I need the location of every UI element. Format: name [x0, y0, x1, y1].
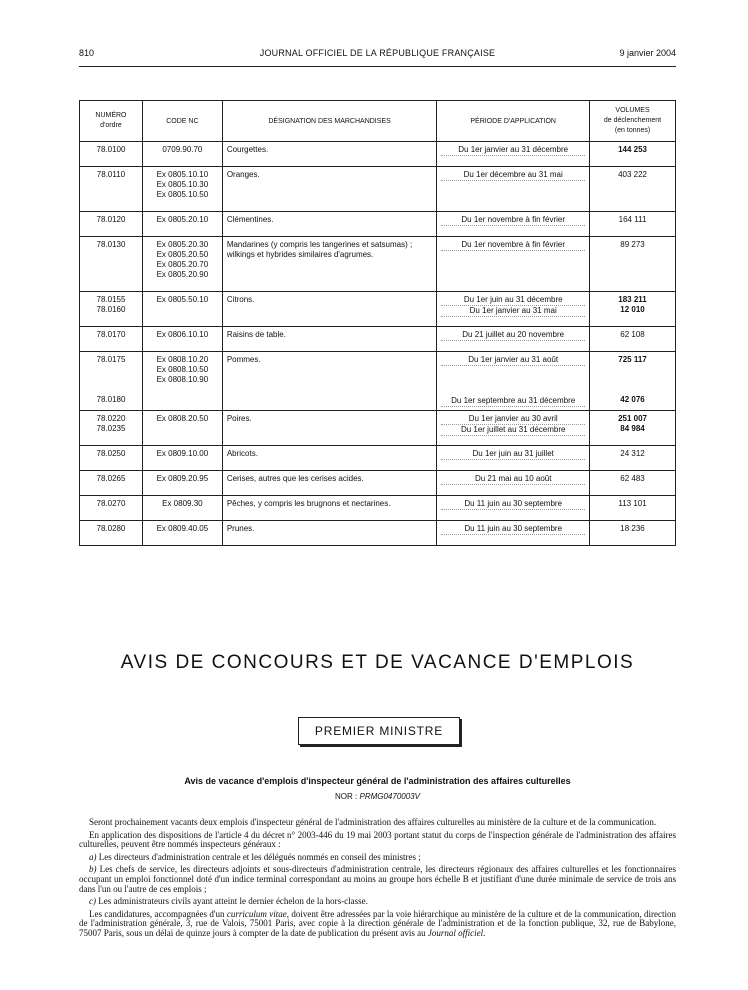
designation: Pêches, y compris les brugnons et nectarines. [226, 499, 391, 508]
numero: 78.0270 [96, 499, 126, 508]
code-nc: Ex 0806.10.10 [156, 330, 209, 339]
cell-periode [437, 327, 590, 352]
col-header-numero: NUMÉRO d'ordre [80, 101, 143, 142]
notice-title: Avis de vacance d'emplois d'inspecteur général de l'administration des affaires culturelles [184, 776, 571, 786]
cell-numero [80, 471, 143, 496]
cell-periode [437, 496, 590, 521]
cell-numero [80, 167, 143, 212]
section-title: AVIS DE CONCOURS ET DE VACANCE D'EMPLOIS [120, 652, 635, 673]
cell-designation [222, 237, 437, 292]
code-nc: Ex 0809.20.95 [156, 474, 209, 483]
code-nc: Ex 0805.20.70 [156, 260, 209, 269]
volume: 12 010 [620, 305, 645, 314]
code-nc: Ex 0809.30 [162, 499, 203, 508]
code-nc: Ex 0808.10.90 [156, 375, 209, 384]
volume: 24 312 [620, 449, 645, 458]
numero: 78.0180 [96, 395, 126, 404]
table-row [80, 167, 676, 212]
cell-code-nc [142, 212, 222, 237]
cell-code-nc [142, 237, 222, 292]
periode: Du 1er janvier au 31 août [441, 355, 585, 366]
cell-code-nc [142, 471, 222, 496]
numero: 78.0155 [96, 295, 126, 304]
cell-periode [437, 142, 590, 167]
volume: 164 111 [618, 215, 647, 224]
cell-designation [222, 352, 437, 411]
trigger-volumes-table [79, 100, 676, 546]
col-header-code: CODE NC [142, 101, 222, 142]
cell-designation [222, 446, 437, 471]
cell-volume [590, 446, 676, 471]
code-nc: Ex 0805.50.10 [156, 295, 209, 304]
cell-periode [437, 167, 590, 212]
volume: 725 117 [618, 355, 647, 364]
designation: Mandarines (y compris les tangerines et satsumas) ; wilkings et hybrides similaires d'agrumes. [226, 240, 413, 259]
periode: Du 1er janvier au 31 décembre [441, 145, 585, 156]
code-nc: Ex 0809.40.05 [156, 524, 209, 533]
cell-designation [222, 496, 437, 521]
periode: Du 1er janvier au 30 avril [441, 414, 585, 425]
paragraph-application: En application des dispositions de l'article 4 du décret n° 2003-446 du 19 mai 2003 portant statut du corps de l'inspection générale de l'administration des affaires culturelles, peuvent être nommés inspecteurs généraux : [79, 829, 676, 850]
volume: 84 984 [620, 424, 645, 433]
cell-numero [80, 446, 143, 471]
numero: 78.0265 [96, 474, 126, 483]
code-nc: Ex 0805.20.90 [156, 270, 209, 279]
cell-volume [590, 496, 676, 521]
cell-periode [437, 521, 590, 546]
cell-volume [590, 142, 676, 167]
nor-label: NOR : [335, 792, 358, 801]
volume: 42 076 [620, 395, 645, 404]
code-nc: Ex 0805.10.30 [156, 180, 209, 189]
periode: Du 1er novembre à fin février [441, 215, 585, 226]
cell-volume [590, 327, 676, 352]
code-nc: Ex 0805.20.10 [156, 215, 209, 224]
cell-periode [437, 237, 590, 292]
numero: 78.0120 [96, 215, 126, 224]
code-nc: Ex 0808.10.20 [156, 355, 209, 364]
code-nc: Ex 0805.10.10 [156, 170, 209, 179]
numero: 78.0250 [96, 449, 126, 458]
designation: Courgettes. [226, 145, 269, 154]
designation: Oranges. [226, 170, 260, 179]
cell-volume [590, 292, 676, 327]
table-row [80, 142, 676, 167]
code-nc: Ex 0805.20.30 [156, 240, 209, 249]
table-row [80, 237, 676, 292]
table-row [80, 327, 676, 352]
numero: 78.0130 [96, 240, 126, 249]
table-row [80, 352, 676, 411]
designation: Cerises, autres que les cerises acides. [226, 474, 364, 483]
col-header-designation: DÉSIGNATION DES MARCHANDISES [222, 101, 437, 142]
periode: Du 11 juin au 30 septembre [441, 499, 585, 510]
cell-numero [80, 212, 143, 237]
cell-volume [590, 212, 676, 237]
cell-numero [80, 237, 143, 292]
col-header-periode: PÉRIODE D'APPLICATION [437, 101, 590, 142]
paragraph-candidatures: Les candidatures, accompagnées d'un curriculum vitae, doivent être adressées par la voie hiérarchique au ministère de la culture et de la communication, direction de l'administration générale, 3, rue de Valois, 75001 Paris, avec copie à la direction générale de l'administration et de la fonction publique, 32, rue de Babylone, 75007 Paris, sous un délai de quinze jours à compter de la date de publication du présent avis au Journal officiel. [79, 908, 676, 938]
cell-numero [80, 411, 143, 446]
periode: Du 1er juin au 31 juillet [441, 449, 585, 460]
cell-designation [222, 411, 437, 446]
nor-value: PRMG0470003V [359, 792, 420, 801]
numero: 78.0235 [96, 424, 126, 433]
cell-periode [437, 411, 590, 446]
code-nc: Ex 0805.20.50 [156, 250, 209, 259]
periode: Du 1er juin au 31 décembre [441, 295, 585, 306]
cell-volume [590, 521, 676, 546]
header-rule [79, 66, 676, 67]
cell-periode [437, 292, 590, 327]
designation: Pommes. [226, 355, 261, 364]
cell-volume [590, 167, 676, 212]
cell-designation [222, 292, 437, 327]
cell-designation [222, 471, 437, 496]
designation: Abricots. [226, 449, 258, 458]
designation: Clémentines. [226, 215, 274, 224]
volume: 18 236 [620, 524, 645, 533]
volume: 183 211 [618, 295, 647, 304]
periode: Du 1er décembre au 31 mai [441, 170, 585, 181]
code-nc: Ex 0805.10.50 [156, 190, 209, 199]
cell-numero [80, 292, 143, 327]
code-nc: Ex 0809.10.00 [156, 449, 209, 458]
ministry-box: PREMIER MINISTRE [298, 717, 460, 745]
periode: Du 21 mai au 10 août [441, 474, 585, 485]
code-nc: Ex 0808.20.50 [156, 414, 209, 423]
table-row [80, 496, 676, 521]
cell-designation [222, 212, 437, 237]
numero: 78.0280 [96, 524, 126, 533]
numero: 78.0100 [96, 145, 126, 154]
cell-code-nc [142, 142, 222, 167]
volume: 62 483 [620, 474, 645, 483]
paragraph-item-b: b) Les chefs de service, les directeurs adjoints et sous-directeurs d'administration centrale, les directeurs régionaux des affaires culturelles et les fonctionnaires occupant un emploi fonctionnel doté d'un indice terminal correspondant au moins au groupe hors échelle B et justifiant d'une durée minimale de service de trois ans dans l'un ou l'autre de ces emplois ; [79, 864, 677, 894]
periode: Du 1er septembre au 31 décembre [441, 396, 585, 407]
paragraph-intro: Seront prochainement vacants deux emplois d'inspecteur général de l'administration des affaires culturelles au ministère de la culture et de la communication. [89, 817, 657, 827]
cell-code-nc [142, 496, 222, 521]
volume: 144 253 [618, 145, 647, 154]
numero: 78.0220 [96, 414, 126, 423]
volume: 403 222 [618, 170, 647, 179]
nor-reference [79, 792, 676, 801]
paragraph-item-a: a) Les directeurs d'administration centrale et les délégués nommés en conseil des ministres ; [89, 851, 421, 862]
volume: 113 101 [618, 499, 647, 508]
code-nc: Ex 0808.10.50 [156, 365, 209, 374]
cell-numero [80, 521, 143, 546]
cell-code-nc [142, 521, 222, 546]
cell-periode [437, 352, 590, 411]
cell-volume [590, 411, 676, 446]
cell-numero [80, 142, 143, 167]
cell-code-nc [142, 327, 222, 352]
cell-periode [437, 212, 590, 237]
periode: Du 1er juillet au 31 décembre [441, 425, 585, 436]
table-row [80, 212, 676, 237]
numero: 78.0110 [96, 170, 126, 179]
designation: Prunes. [226, 524, 255, 533]
cell-numero [80, 327, 143, 352]
periode: Du 1er janvier au 31 mai [441, 306, 585, 317]
cell-periode [437, 471, 590, 496]
code-nc: 0709.90.70 [162, 145, 203, 154]
cell-numero [80, 352, 143, 411]
table-row [80, 446, 676, 471]
table-header-row [80, 101, 676, 142]
cell-numero [80, 496, 143, 521]
notice-body [79, 818, 676, 942]
cell-code-nc [142, 446, 222, 471]
periode: Du 1er novembre à fin février [441, 240, 585, 251]
cell-code-nc [142, 352, 222, 411]
table-row [80, 521, 676, 546]
table-row [80, 411, 676, 446]
cell-code-nc [142, 167, 222, 212]
cell-designation [222, 167, 437, 212]
cell-volume [590, 471, 676, 496]
periode: Du 21 juillet au 20 novembre [441, 330, 585, 341]
designation: Citrons. [226, 295, 255, 304]
numero: 78.0175 [96, 355, 126, 364]
page-header [79, 48, 676, 64]
designation: Poires. [226, 414, 252, 423]
paragraph-item-c: c) Les administrateurs civils ayant atteint le dernier échelon de la hors-classe. [89, 896, 368, 907]
designation: Raisins de table. [226, 330, 286, 339]
cell-volume [590, 237, 676, 292]
volume: 62 108 [620, 330, 645, 339]
numero: 78.0160 [96, 305, 126, 314]
page-number: 810 [79, 48, 95, 58]
cell-volume [590, 352, 676, 411]
cell-designation [222, 521, 437, 546]
periode: Du 11 juin au 30 septembre [441, 524, 585, 535]
table-row [80, 292, 676, 327]
volume: 251 007 [618, 414, 647, 423]
issue-date: 9 janvier 2004 [619, 48, 676, 58]
cell-periode [437, 446, 590, 471]
volume: 89 273 [620, 240, 645, 249]
journal-title: JOURNAL OFFICIEL DE LA RÉPUBLIQUE FRANÇAISE [259, 48, 496, 58]
table-row [80, 471, 676, 496]
cell-code-nc [142, 411, 222, 446]
cell-designation [222, 327, 437, 352]
cell-code-nc [142, 292, 222, 327]
cell-designation [222, 142, 437, 167]
col-header-volumes: VOLUMES de déclenchement (en tonnes) [590, 101, 676, 142]
numero: 78.0170 [96, 330, 126, 339]
